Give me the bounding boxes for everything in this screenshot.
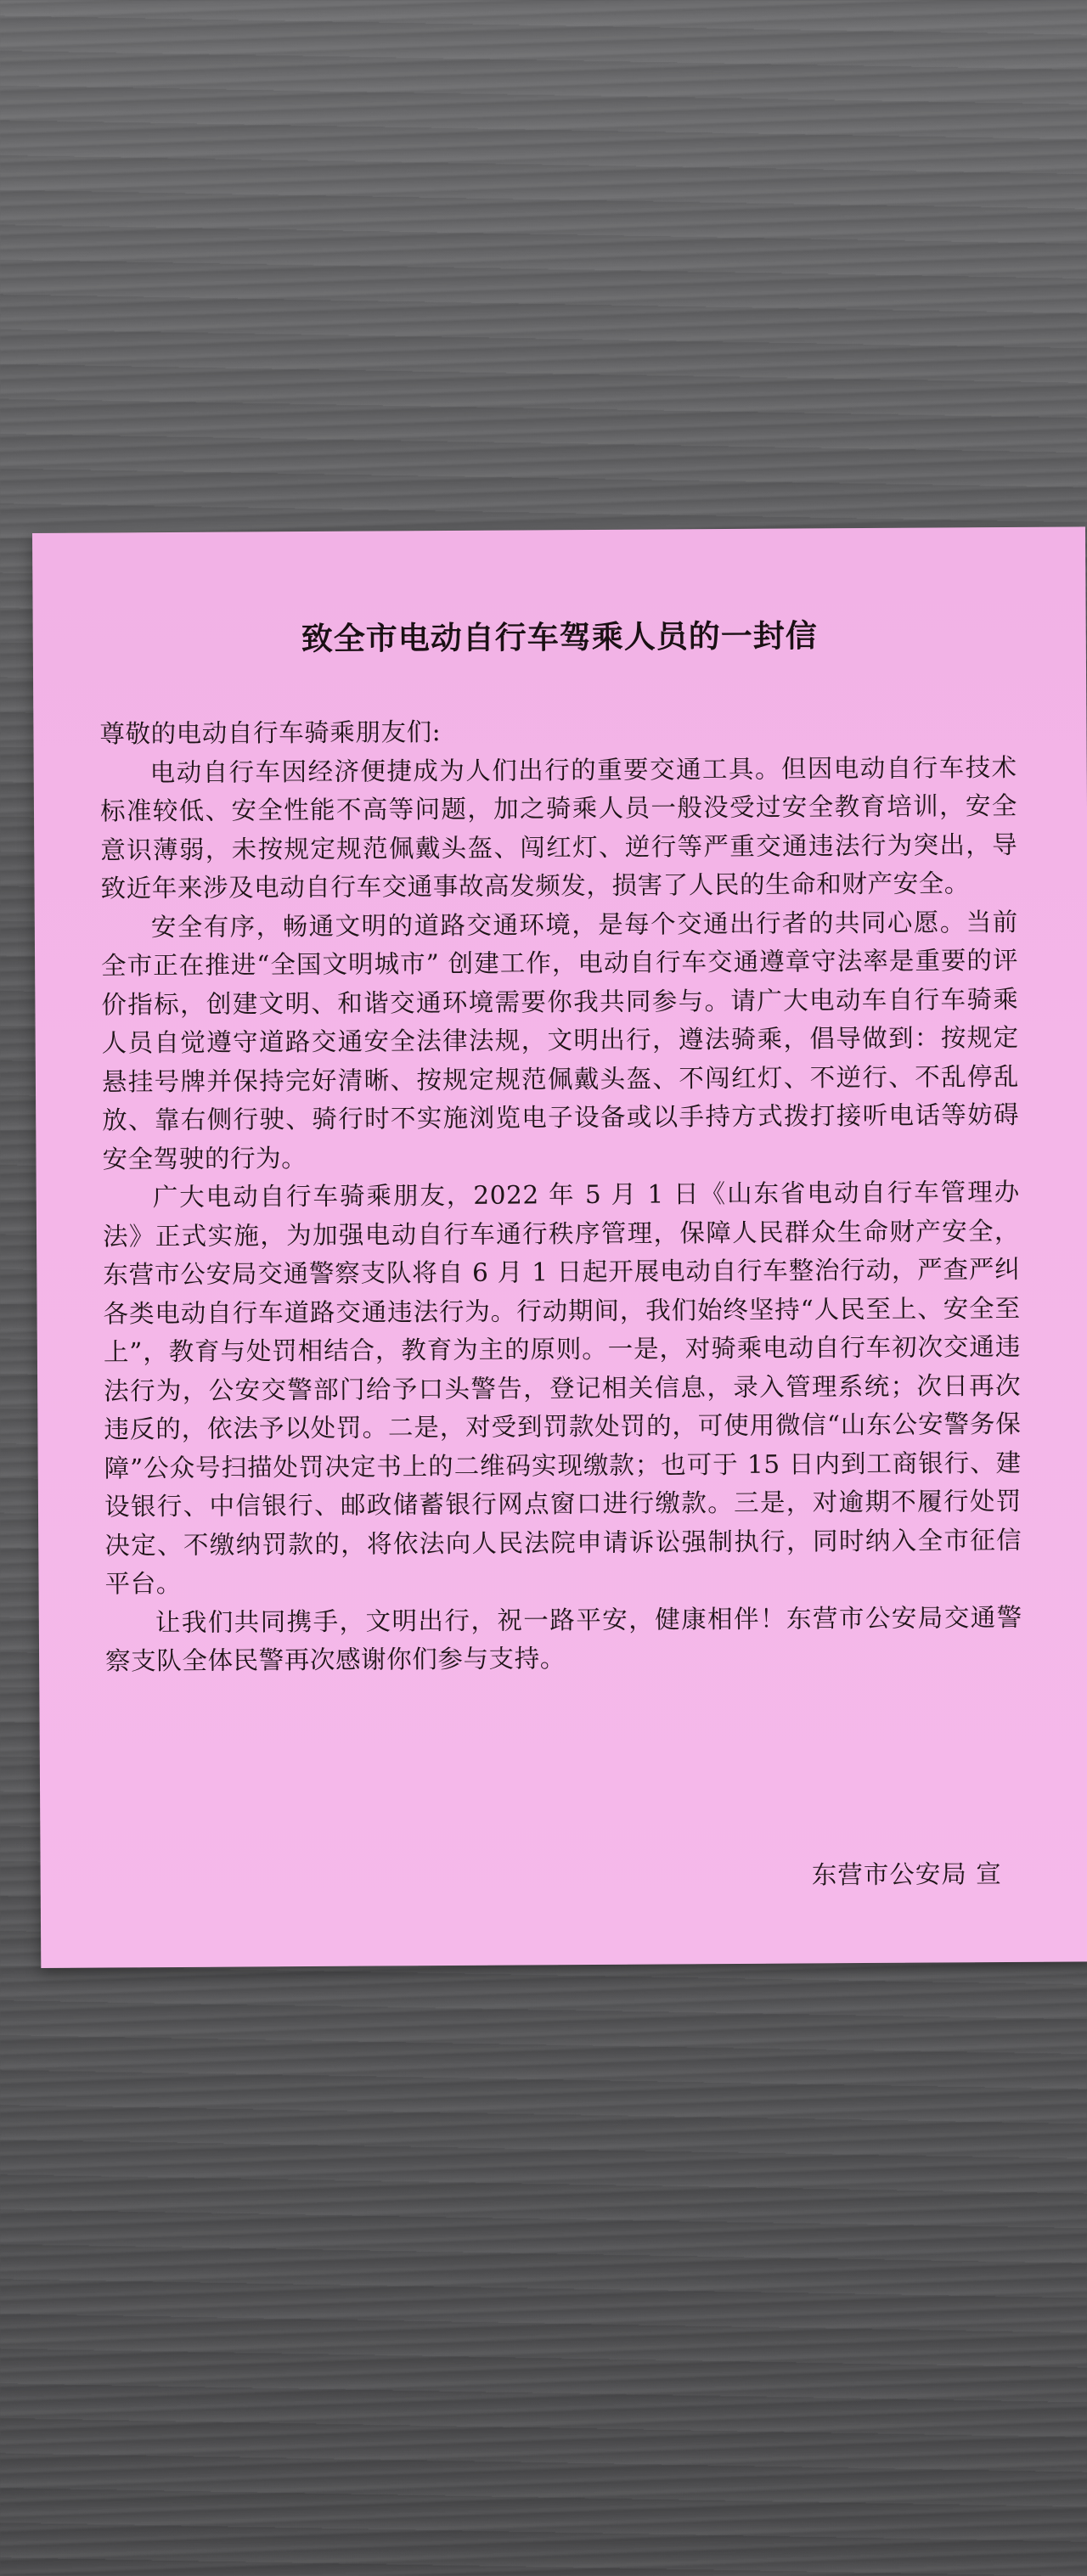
letter-paper	[32, 526, 1087, 1968]
closing-paragraph: 让我们共同携手，文明出行，祝一路平安，健康相伴！东营市公安局交通警察支队全体民警再次感谢你们参与支持。	[105, 1602, 1022, 1676]
salutation: 尊敬的电动自行车骑乘朋友们:	[99, 717, 442, 749]
paragraph-1: 电动自行车因经济便捷成为人们出行的重要交通工具。但因电动自行车技术标准较低、安全性能不高等问题，加之骑乘人员一般没受过安全教育培训，安全意识薄弱，未按规定规范佩戴头盔、闯红灯、逆行等严重交通违法行为突出，导致近年来涉及电动自行车交通事故高发频发，损害了人民的生命和财产安全。	[99, 752, 1018, 903]
paragraph-2: 安全有序，畅通文明的道路交通环境，是每个交通出行者的共同心愿。当前全市正在推进“全国文明城市” 创建工作，电动自行车交通遵章守法率是重要的评价指标，创建文明、和谐交通环境需要你我共同参与。请广大电动车自行车骑乘人员自觉遵守道路交通安全法律法规，文明出行，遵法骑乘，倡导做到：按规定悬挂号牌并保持完好清晰、按规定规范佩戴头盔、不闯红灯、不逆行、不乱停乱放、靠右侧行驶、骑行时不实施浏览电子设备或以手持方式拨打接听电话等妨碍安全驾驶的行为。	[101, 907, 1020, 1174]
letter-body	[99, 710, 1022, 1681]
paragraph-3: 广大电动自行车骑乘朋友，2022 年 5 月 1 日《山东省电动自行车管理办法》正式实施，为加强电动自行车通行秩序管理，保障人民群众生命财产安全，东营市公安局交通警察支队将自 6 月 1 日起开展电动自行车整治行动，严查严纠各类电动自行车道路交通违法行为。行动期间，我们始终坚持“人民至上、安全至上”，教育与处罚相结合，教育为主的原则。一是，对骑乘电动自行车初次交通违法行为，公安交警部门给予口头警告，登记相关信息，录入管理系统；次日再次违反的，依法予以处罚。二是，对受到罚款处罚的，可使用微信“山东公安警务保障”公众号扫描处罚决定书上的二维码实现缴款；也可于 15 日内到工商银行、建设银行、中信银行、邮政储蓄银行网点窗口进行缴款。三是，对逾期不履行处罚决定、不缴纳罚款的，将依法向人民法院申请诉讼强制执行，同时纳入全市征信平台。	[102, 1177, 1022, 1599]
signature: 东营市公安局 宣	[811, 1859, 1002, 1890]
letter-title: 致全市电动自行车驾乘人员的一封信	[301, 617, 818, 658]
